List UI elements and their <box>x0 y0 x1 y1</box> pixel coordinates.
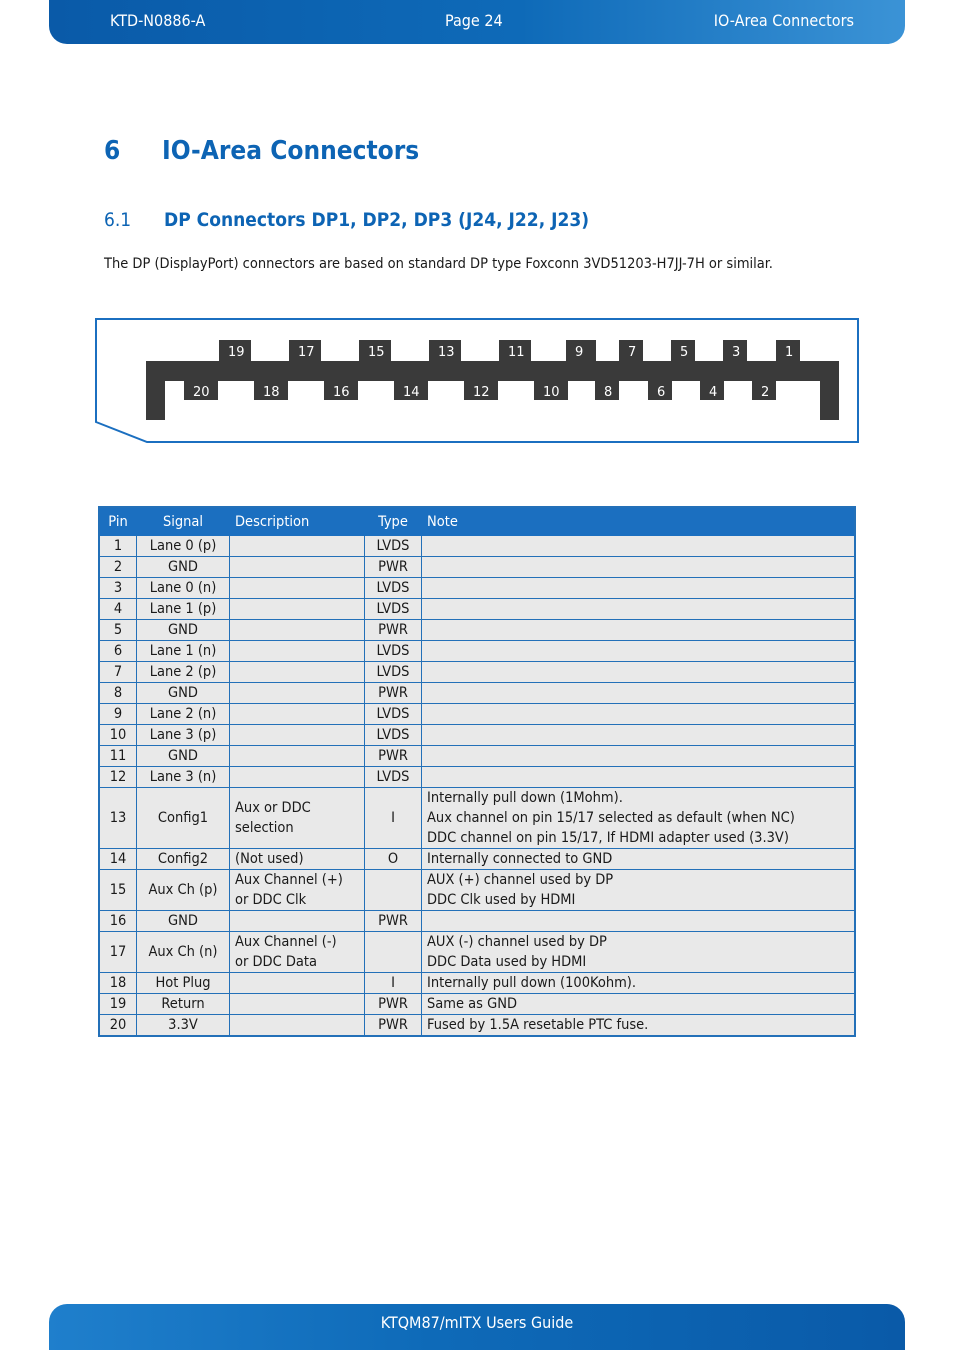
cell-type: LVDS <box>365 662 422 683</box>
cell-description <box>230 578 365 599</box>
cell-description <box>230 788 365 849</box>
table-row <box>99 683 855 704</box>
table-row <box>99 849 855 870</box>
cell-signal: GND <box>137 620 230 641</box>
cell-pin: 11 <box>99 746 137 767</box>
table-row <box>99 704 855 725</box>
description-line: Aux Channel (+) <box>235 872 343 888</box>
cell-description <box>230 911 365 932</box>
table-row <box>99 746 855 767</box>
section-number: 6 <box>104 136 121 166</box>
cell-signal: Lane 3 (p) <box>137 725 230 746</box>
cell-note <box>422 767 856 788</box>
table-row <box>99 725 855 746</box>
cell-note <box>422 973 856 994</box>
cell-pin: 6 <box>99 641 137 662</box>
table-row <box>99 599 855 620</box>
top-pin-label: 5 <box>680 345 689 360</box>
bottom-pin-label: 12 <box>473 385 490 400</box>
cell-pin: 8 <box>99 683 137 704</box>
cell-description <box>230 1015 365 1037</box>
cell-note <box>422 994 856 1015</box>
cell-signal: GND <box>137 557 230 578</box>
cell-type: PWR <box>365 1015 422 1037</box>
cell-signal: Lane 0 (p) <box>137 536 230 557</box>
cell-note <box>422 704 856 725</box>
cell-note <box>422 746 856 767</box>
cell-type: LVDS <box>365 725 422 746</box>
bottom-pin-label: 16 <box>333 385 350 400</box>
page-footer <box>49 1304 905 1350</box>
col-header-note: Note <box>422 507 856 536</box>
cell-note <box>422 683 856 704</box>
cell-type: PWR <box>365 620 422 641</box>
cell-note <box>422 849 856 870</box>
page-number: Page 24 <box>445 11 503 30</box>
table-row <box>99 911 855 932</box>
bottom-pin-label: 18 <box>263 385 280 400</box>
cell-signal: Config1 <box>137 788 230 849</box>
cell-note <box>422 620 856 641</box>
cell-signal: Config2 <box>137 849 230 870</box>
cell-description <box>230 641 365 662</box>
bottom-pin-label: 10 <box>543 385 560 400</box>
note-line: AUX (+) channel used by DP <box>427 872 614 888</box>
cell-description <box>230 599 365 620</box>
cell-note <box>422 662 856 683</box>
cell-note <box>422 932 856 973</box>
note-line: Internally pull down (100Kohm). <box>427 975 637 991</box>
connector-bar <box>146 361 839 381</box>
description-line: selection <box>235 820 294 836</box>
table-row <box>99 870 855 911</box>
cell-pin: 17 <box>99 932 137 973</box>
pin-table <box>98 506 856 1037</box>
cell-description <box>230 683 365 704</box>
bottom-pin-label: 8 <box>604 385 613 400</box>
cell-description <box>230 704 365 725</box>
table-row <box>99 662 855 683</box>
cell-signal: Return <box>137 994 230 1015</box>
note-line: DDC Data used by HDMI <box>427 954 587 970</box>
cell-type: LVDS <box>365 578 422 599</box>
cell-description <box>230 932 365 973</box>
top-pin-label: 15 <box>368 345 385 360</box>
cell-pin: 15 <box>99 870 137 911</box>
col-header-pin: Pin <box>99 507 137 536</box>
cell-note <box>422 641 856 662</box>
cell-type: I <box>365 973 422 994</box>
cell-pin: 7 <box>99 662 137 683</box>
cell-type: LVDS <box>365 704 422 725</box>
cell-note <box>422 578 856 599</box>
note-line: AUX (-) channel used by DP <box>427 934 607 950</box>
bottom-pin-label: 20 <box>193 385 210 400</box>
description-line: Aux or DDC <box>235 800 311 816</box>
cell-description <box>230 767 365 788</box>
cell-type: O <box>365 849 422 870</box>
cell-description <box>230 746 365 767</box>
top-pin-label: 13 <box>438 345 455 360</box>
cell-type: LVDS <box>365 599 422 620</box>
cell-type: LVDS <box>365 767 422 788</box>
cell-signal: GND <box>137 746 230 767</box>
subsection-number: 6.1 <box>104 209 132 231</box>
col-header-description: Description <box>230 507 365 536</box>
cell-signal: Hot Plug <box>137 973 230 994</box>
cell-pin: 13 <box>99 788 137 849</box>
dp-connector-diagram <box>95 318 861 446</box>
bottom-pin-label: 6 <box>657 385 666 400</box>
cell-pin: 3 <box>99 578 137 599</box>
cell-note <box>422 911 856 932</box>
cell-signal: Aux Ch (p) <box>137 870 230 911</box>
cell-pin: 19 <box>99 994 137 1015</box>
cell-description <box>230 557 365 578</box>
note-line: Internally pull down (1Mohm). <box>427 790 623 806</box>
table-row <box>99 788 855 849</box>
table-row <box>99 620 855 641</box>
cell-type: PWR <box>365 557 422 578</box>
cell-pin: 10 <box>99 725 137 746</box>
bottom-pin-label: 14 <box>403 385 420 400</box>
cell-pin: 16 <box>99 911 137 932</box>
cell-signal: Aux Ch (n) <box>137 932 230 973</box>
cell-type <box>365 932 422 973</box>
table-row <box>99 641 855 662</box>
table-row <box>99 1015 855 1037</box>
cell-description <box>230 973 365 994</box>
table-row <box>99 994 855 1015</box>
cell-note <box>422 1015 856 1037</box>
cell-type: PWR <box>365 994 422 1015</box>
cell-signal: Lane 2 (n) <box>137 704 230 725</box>
cell-pin: 12 <box>99 767 137 788</box>
cell-type: PWR <box>365 911 422 932</box>
cell-description <box>230 662 365 683</box>
cell-description <box>230 870 365 911</box>
cell-note <box>422 557 856 578</box>
cell-type: PWR <box>365 683 422 704</box>
cell-note <box>422 536 856 557</box>
cell-type: PWR <box>365 746 422 767</box>
top-pin-label: 9 <box>575 345 584 360</box>
col-header-type: Type <box>365 507 422 536</box>
top-pin-label: 19 <box>228 345 245 360</box>
cell-description <box>230 725 365 746</box>
cell-signal: Lane 0 (n) <box>137 578 230 599</box>
intro-paragraph: The DP (DisplayPort) connectors are based on standard DP type Foxconn 3VD51203-H7JJ-7H or similar. <box>104 256 773 272</box>
cell-signal: GND <box>137 683 230 704</box>
cell-pin: 20 <box>99 1015 137 1037</box>
note-line: Same as GND <box>427 996 518 1012</box>
cell-pin: 1 <box>99 536 137 557</box>
doc-id: KTD-N0886-A <box>110 11 206 30</box>
top-pin-label: 1 <box>785 345 794 360</box>
description-line: Aux Channel (-) <box>235 934 337 950</box>
table-row <box>99 557 855 578</box>
table-header-row <box>99 507 855 536</box>
cell-signal: 3.3V <box>137 1015 230 1037</box>
cell-pin: 2 <box>99 557 137 578</box>
subsection-title: DP Connectors DP1, DP2, DP3 (J24, J22, J23) <box>164 209 590 231</box>
section-title: IO-Area Connectors <box>162 136 420 166</box>
table-row <box>99 578 855 599</box>
table-row <box>99 536 855 557</box>
cell-description <box>230 994 365 1015</box>
top-pin-label: 3 <box>732 345 741 360</box>
cell-pin: 9 <box>99 704 137 725</box>
cell-note <box>422 599 856 620</box>
note-line: DDC channel on pin 15/17, If HDMI adapter used (3.3V) <box>427 830 789 846</box>
cell-signal: GND <box>137 911 230 932</box>
bottom-pin-label: 4 <box>709 385 718 400</box>
top-pin-label: 17 <box>298 345 315 360</box>
top-pin-label: 7 <box>628 345 637 360</box>
table-row <box>99 932 855 973</box>
description-line: or DDC Clk <box>235 892 307 908</box>
bottom-pin-label: 2 <box>761 385 770 400</box>
top-pin-label: 11 <box>508 345 525 360</box>
cell-description <box>230 620 365 641</box>
cell-description <box>230 536 365 557</box>
cell-pin: 5 <box>99 620 137 641</box>
cell-pin: 4 <box>99 599 137 620</box>
header-section: IO-Area Connectors <box>713 11 854 30</box>
page-header <box>49 0 905 44</box>
cell-signal: Lane 3 (n) <box>137 767 230 788</box>
cell-type: LVDS <box>365 641 422 662</box>
cell-note <box>422 870 856 911</box>
connector-right-leg <box>820 361 839 420</box>
cell-pin: 14 <box>99 849 137 870</box>
note-line: Internally connected to GND <box>427 851 613 867</box>
cell-description <box>230 849 365 870</box>
cell-pin: 18 <box>99 973 137 994</box>
cell-type: LVDS <box>365 536 422 557</box>
cell-signal: Lane 2 (p) <box>137 662 230 683</box>
cell-note <box>422 725 856 746</box>
footer-title: KTQM87/mITX Users Guide <box>380 1313 574 1332</box>
note-line: Fused by 1.5A resetable PTC fuse. <box>427 1017 649 1033</box>
note-line: DDC Clk used by HDMI <box>427 892 576 908</box>
connector-left-leg <box>146 361 165 420</box>
cell-note <box>422 788 856 849</box>
cell-type <box>365 870 422 911</box>
table-row <box>99 973 855 994</box>
note-line: Aux channel on pin 15/17 selected as default (when NC) <box>427 810 795 826</box>
cell-signal: Lane 1 (n) <box>137 641 230 662</box>
table-row <box>99 767 855 788</box>
cell-type: I <box>365 788 422 849</box>
description-line: (Not used) <box>235 851 304 867</box>
description-line: or DDC Data <box>235 954 317 970</box>
col-header-signal: Signal <box>137 507 230 536</box>
cell-signal: Lane 1 (p) <box>137 599 230 620</box>
